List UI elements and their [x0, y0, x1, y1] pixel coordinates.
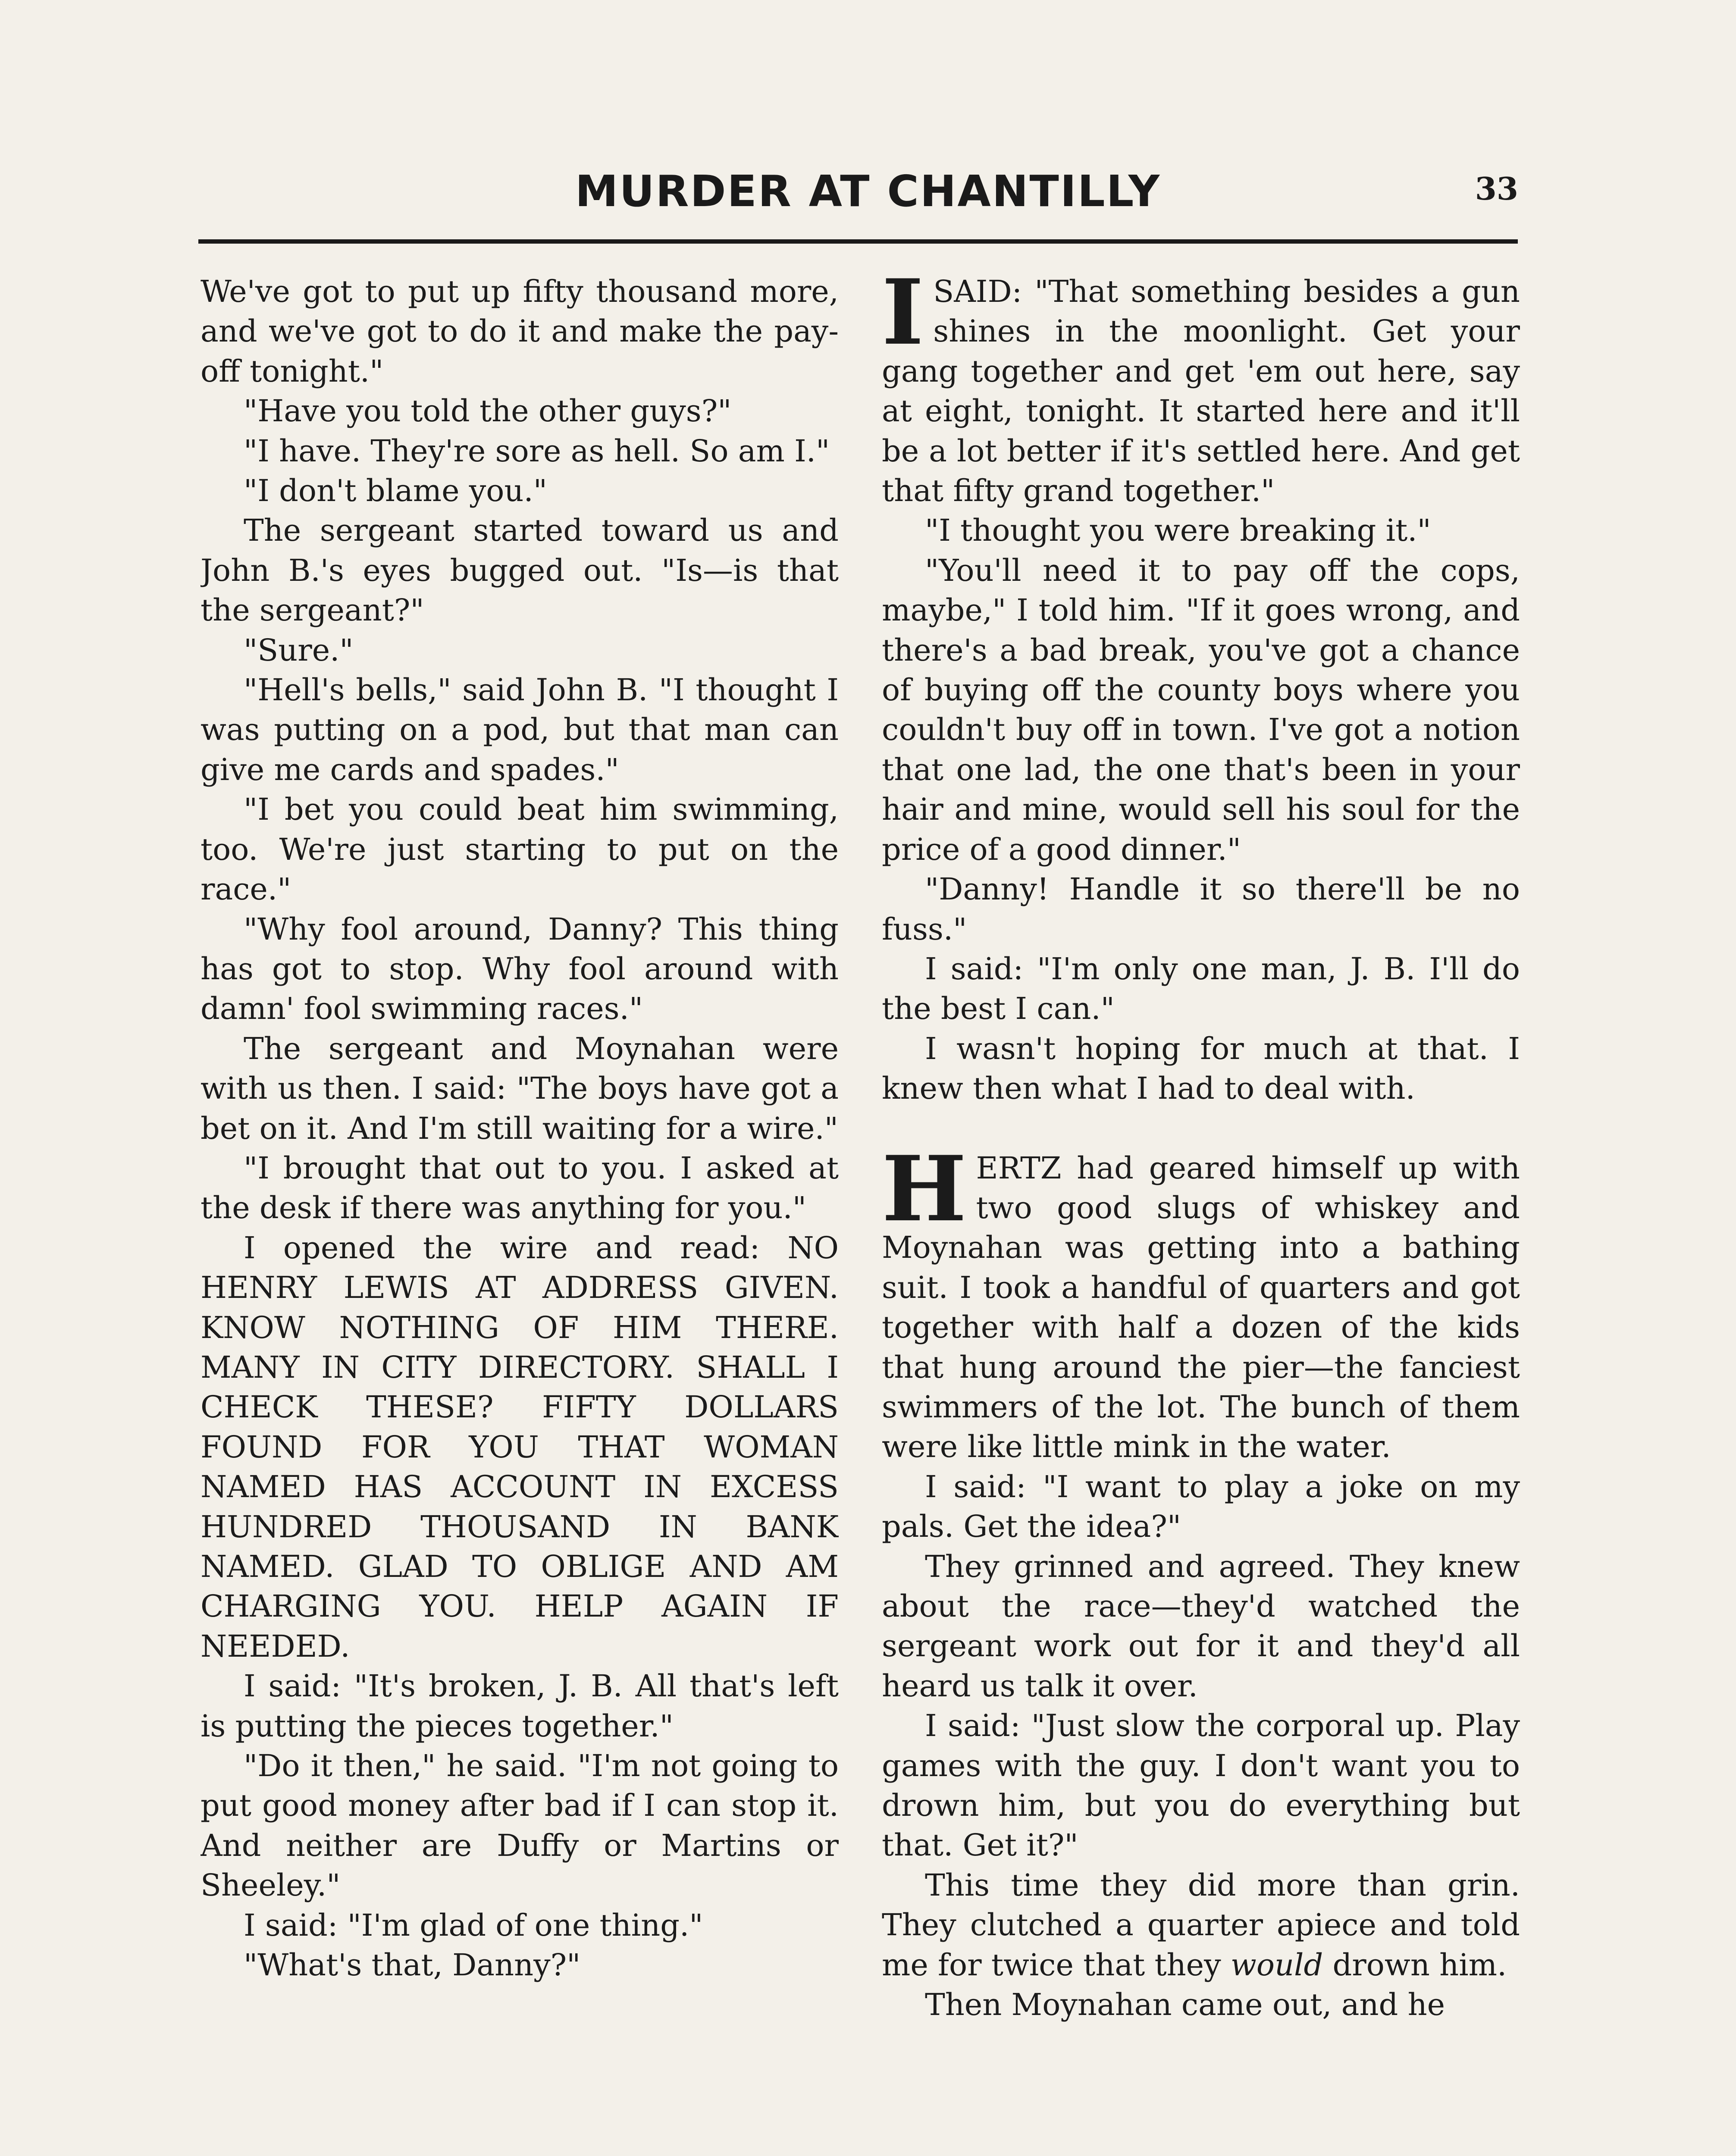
paragraph: I said: "I'm only one man, J. B. I'll do the best I can.": [882, 951, 1520, 1027]
paragraph: "I brought that out to you. I asked at the desk if there was anything for you.": [201, 1150, 839, 1226]
page-number: 33: [1475, 170, 1518, 207]
paragraph: "What's that, Danny?": [244, 1947, 581, 1983]
paragraph-text: This time they did more than grin. They clutched a quarter apiece and told me for twice that they: [882, 1867, 1520, 1983]
paragraph-text: drown him.: [1323, 1947, 1507, 1983]
drop-cap: I: [882, 272, 924, 365]
paragraph: I said: "Just slow the corporal up. Play games with the guy. I don't want you to drown him, but you do everything but that. Get it?": [882, 1708, 1520, 1863]
paragraph: [882, 1136, 1520, 1467]
paragraph: "Do it then," he said. "I'm not going to put good money after bad if I can stop it. And neither are Duffy or Martins or Sheeley.": [201, 1748, 839, 1903]
paragraph: I wasn't hoping for much at that. I knew then what I had to deal with.: [882, 1031, 1520, 1106]
right-column: [882, 272, 1520, 2156]
paragraph: "I thought you were breaking it.": [925, 513, 1431, 548]
paragraph: I said: "I want to play a joke on my pals. Get the idea?": [882, 1469, 1520, 1545]
paragraph: "Hell's bells," said John B. "I thought I was putting on a pod, but that man can give me cards and spades.": [201, 672, 839, 787]
wire-intro: I opened the wire and read:: [244, 1230, 760, 1266]
paragraph: "Danny! Handle it so there'll be no fuss.": [882, 871, 1520, 947]
paragraph: "I bet you could beat him swimming, too. We're just starting to put on the race.": [201, 792, 839, 907]
paragraph: We've got to put up fifty thousand more, and we've got to do it and make the pay-off tonight.": [201, 274, 839, 389]
paragraph: I said: "I'm glad of one thing.": [244, 1907, 703, 1943]
paragraph-text: SAID: "That something besides a gun shines in the moonlight. Get your gang together and get 'em out here, say at eight, tonight. It started here and it'll be a lot better if it's settled here. And get that fifty grand together.": [882, 274, 1520, 509]
paragraph: "Sure.": [244, 632, 354, 668]
paragraph: "Have you told the other guys?": [244, 393, 732, 429]
paragraph-text: ERTZ had geared himself up with two good slugs of whiskey and Moynahan was getting into a bathing suit. I took a handful of quarters and got together with half a dozen of the kids that hung around the pier—the fanciest swimmers of the lot. The bunch of them were like little mink in the water.: [882, 1150, 1520, 1465]
paragraph: The sergeant and Moynahan were with us then. I said: "The boys have got a bet on it. And I'm still waiting for a wire.": [201, 1031, 839, 1146]
drop-cap: H: [882, 1136, 967, 1242]
paragraph: "Why fool around, Danny? This thing has got to stop. Why fool around with damn' fool swimming races.": [201, 911, 839, 1027]
paragraph: [882, 1865, 1520, 1985]
paragraph: [201, 1228, 839, 1666]
paragraph: "I don't blame you.": [244, 473, 547, 509]
telegram-text: NO HENRY LEWIS AT ADDRESS GIVEN. KNOW NOTHING OF HIM THERE. MANY IN CITY DIRECTORY. SHALL I CHECK THESE? FIFTY DOLLARS FOUND FOR YOU THAT WOMAN NAMED HAS ACCOUNT IN EXCESS HUNDRED THOUSAND IN BANK NAMED. GLAD TO OBLIGE AND AM CHARGING YOU. HELP AGAIN IF NEEDED.: [201, 1230, 839, 1664]
paragraph: I said: "It's broken, J. B. All that's left is putting the pieces together.": [201, 1668, 839, 1744]
paragraph: They grinned and agreed. They knew about the race—they'd watched the sergeant work out for it and they'd all heard us talk it over.: [882, 1548, 1520, 1704]
running-title: MURDER AT CHANTILLY: [575, 166, 1161, 216]
italic-word: would: [1230, 1947, 1323, 1983]
paragraph: Then Moynahan came out, and he: [925, 1987, 1445, 2023]
paragraph: The sergeant started toward us and John B.'s eyes bugged out. "Is—is that the sergeant?": [201, 513, 839, 628]
paragraph: [882, 272, 1520, 511]
paragraph: "You'll need it to pay off the cops, maybe," I told him. "If it goes wrong, and there's a bad break, you've got a chance of buying off the county boys where you couldn't buy off in town. I've got a notion that one lad, the one that's been in your hair and mine, would sell his soul for the price of a good dinner.": [882, 552, 1520, 867]
left-column: [201, 272, 839, 2156]
header-rule: [198, 239, 1518, 244]
paragraph: "I have. They're sore as hell. So am I.": [244, 433, 830, 469]
